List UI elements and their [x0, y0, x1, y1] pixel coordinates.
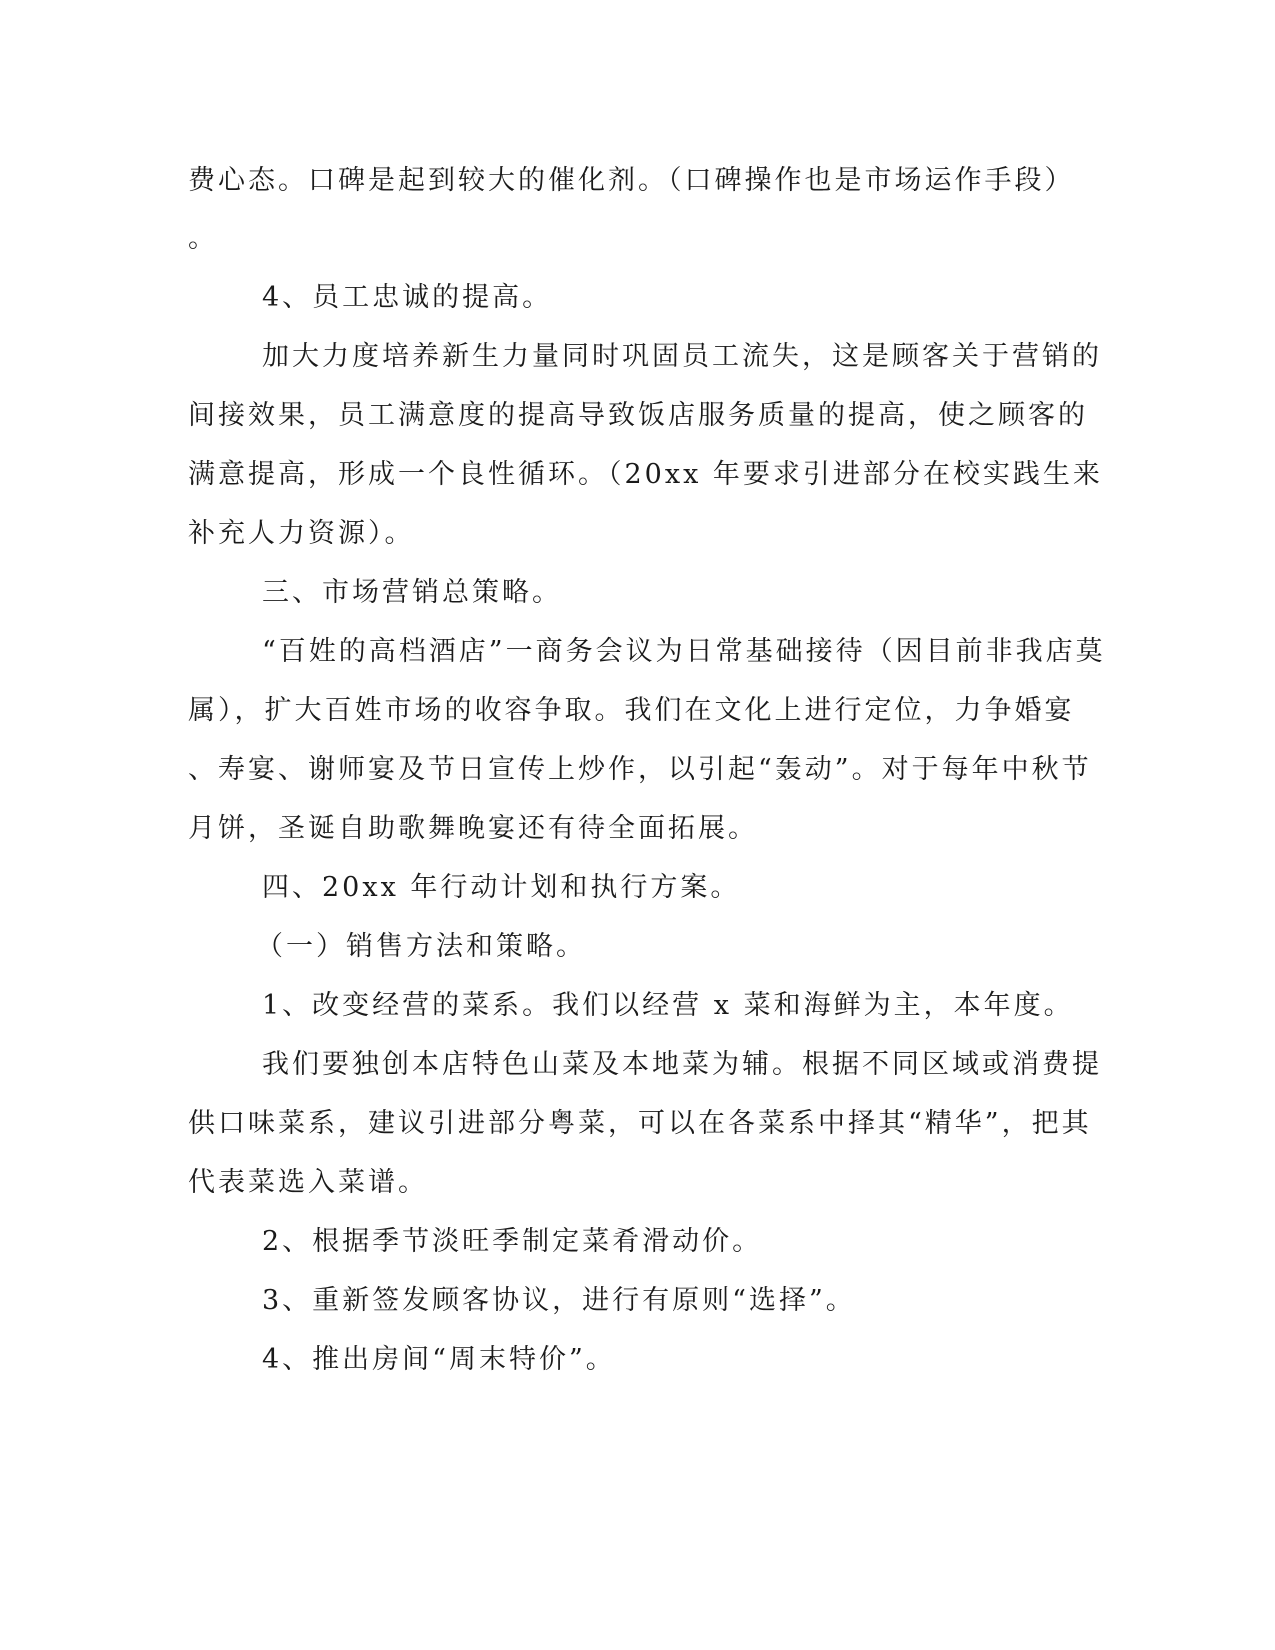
paragraph-line: “百姓的高档酒店”一商务会议为日常基础接待（因目前非我店莫: [262, 636, 1106, 667]
list-item: 1、改变经营的菜系。我们以经营 x 菜和海鲜为主，本年度。: [262, 990, 1074, 1021]
paragraph-line: 供口味菜系，建议引进部分粤菜，可以在各菜系中择其“精华”，把其: [188, 1108, 1092, 1139]
list-item: 2、根据季节淡旺季制定菜肴滑动价。: [262, 1226, 763, 1257]
paragraph-line: 费心态。口碑是起到较大的催化剂。（口碑操作也是市场运作手段）: [188, 165, 1075, 196]
paragraph-line: 我们要独创本店特色山菜及本地菜为辅。根据不同区域或消费提: [262, 1049, 1102, 1080]
paragraph-line: 加大力度培养新生力量同时巩固员工流失，这是顾客关于营销的: [262, 341, 1102, 372]
paragraph-line: 月饼，圣诞自助歌舞晚宴还有待全面拓展。: [188, 813, 758, 844]
paragraph-line: 满意提高，形成一个良性循环。（20xx 年要求引进部分在校实践生来: [188, 459, 1103, 490]
paragraph-line: 补充人力资源）。: [188, 518, 415, 549]
paragraph-line: 间接效果，员工满意度的提高导致饭店服务质量的提高，使之顾客的: [188, 400, 1088, 431]
section-heading: 四、20xx 年行动计划和执行方案。: [262, 872, 741, 903]
list-item: 4、推出房间“周末特价”。: [262, 1344, 616, 1375]
paragraph-line: 、寿宴、谢师宴及节日宣传上炒作，以引起“轰动”。对于每年中秋节: [188, 754, 1092, 785]
paragraph-line: 代表菜选入菜谱。: [188, 1167, 428, 1198]
list-item: 3、重新签发顾客协议，进行有原则“选择”。: [262, 1285, 856, 1316]
section-heading: 4、员工忠诚的提高。: [262, 282, 553, 313]
paragraph-line: 。: [188, 223, 218, 254]
subsection-heading: （一）销售方法和策略。: [256, 931, 586, 962]
paragraph-line: 属），扩大百姓市场的收容争取。我们在文化上进行定位，力争婚宴: [188, 695, 1075, 726]
section-heading: 三、市场营销总策略。: [262, 577, 562, 608]
